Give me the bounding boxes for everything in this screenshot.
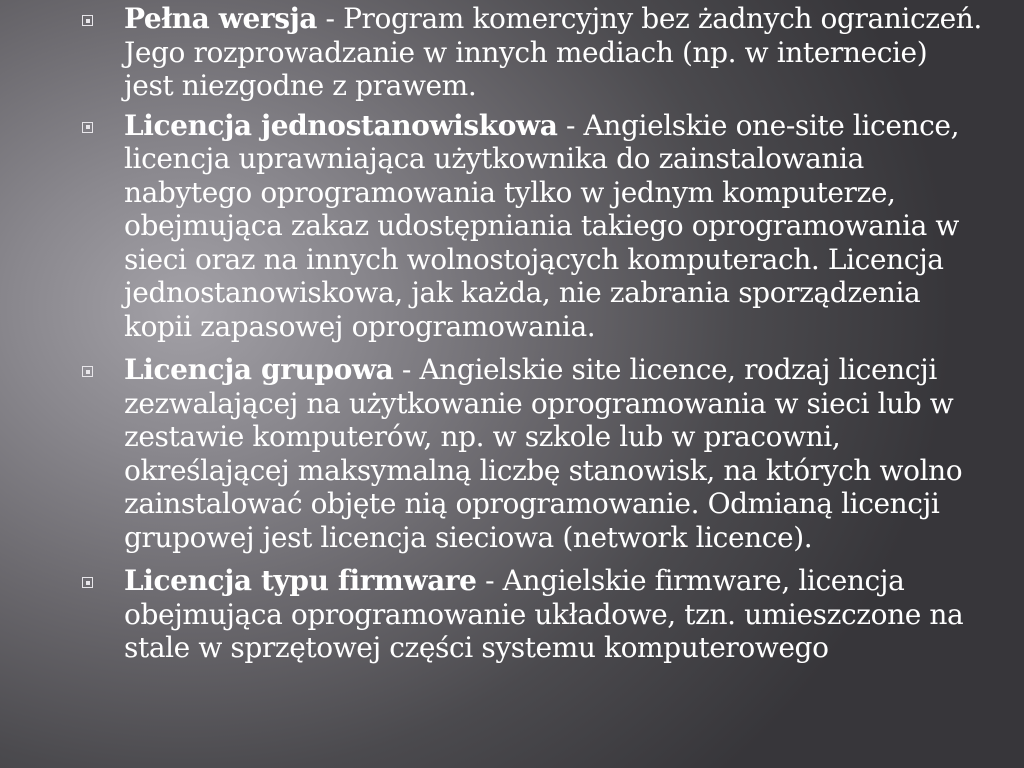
- term-label: Licencja grupowa: [124, 353, 394, 386]
- term-separator: -: [557, 108, 584, 142]
- term-label: Pełna wersja: [124, 2, 318, 35]
- square-bullet-icon: [82, 577, 93, 588]
- term-separator: -: [317, 2, 344, 35]
- term-separator: -: [393, 353, 420, 386]
- list-item: [82, 2, 982, 103]
- definition-text: Angielskie firmware, licencja obejmująca oprogramowanie układowe, tzn. umieszczone na stale w sprzętowej części systemu komputerowego: [124, 564, 964, 664]
- list-item: [82, 109, 982, 344]
- term-label: Licencja jednostanowiskowa: [124, 108, 558, 142]
- list-item: [82, 564, 982, 665]
- term-label: Licencja typu firmware: [124, 564, 477, 597]
- square-bullet-icon: [82, 122, 93, 133]
- square-bullet-icon: [82, 366, 93, 377]
- square-bullet-icon: [82, 15, 93, 26]
- term-separator: -: [476, 564, 503, 597]
- definition-text: Angielskie site licence, rodzaj licencji zezwalającej na użytkowanie oprogramowania w sieci lub w zestawie komputerów, np. w szkole lub w pracowni, określającej maksymalną liczbę stanowisk, na których wolno zainstalować objęte nią oprogramowanie. Odmianą licencji grupowej jest licencja sieciowa (network licence).: [124, 353, 963, 554]
- bullet-list: [82, 0, 982, 665]
- definition-text: Angielskie one-site licence, licencja uprawniająca użytkownika do zainstalowania nabytego oprogramowania tylko w jednym komputerze, obejmująca zakaz udostępniania takiego oprogramowania w sieci oraz na innych wolnostojących komputerach. Licencja jednostanowiskowa, jak każda, nie zabrania sporządzenia kopii zapasowej oprogramowania.: [124, 108, 960, 343]
- list-item: [82, 353, 982, 554]
- definition-text: Program komercyjny bez żadnych ograniczeń. Jego rozprowadzanie w innych mediach (np. w internecie) jest niezgodne z prawem.: [124, 2, 982, 102]
